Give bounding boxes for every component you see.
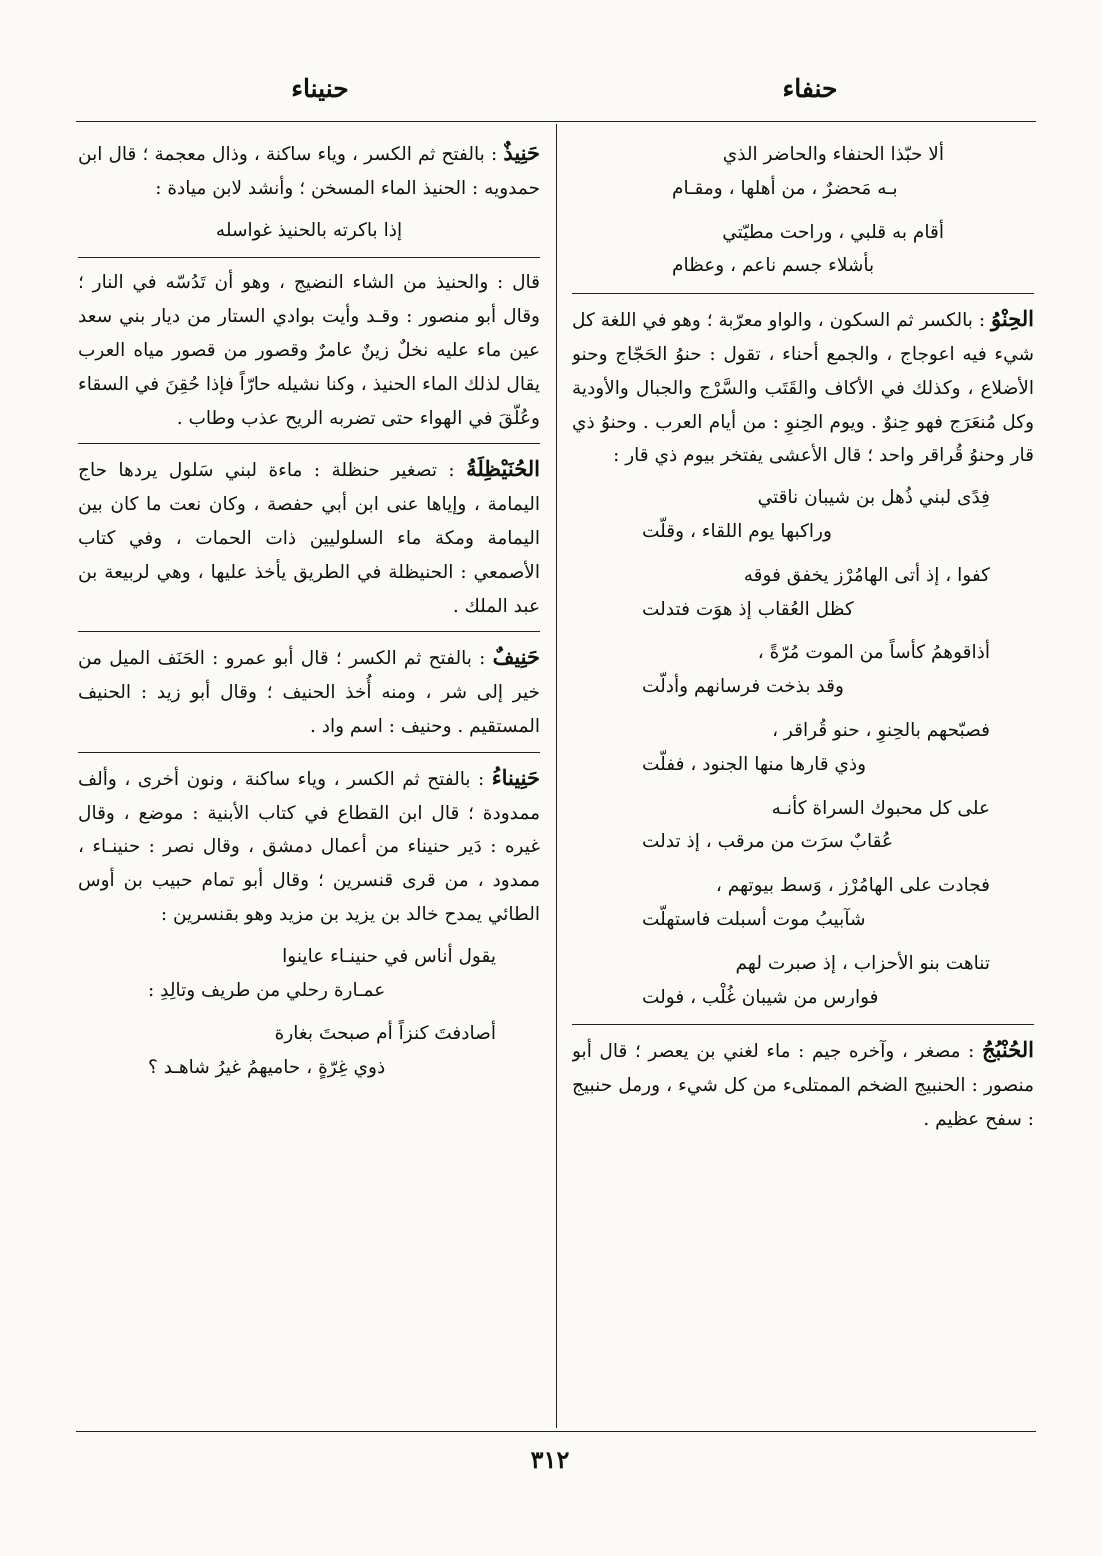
headword: الحُنَيْظِلَةُ (466, 456, 540, 482)
entry-separator (572, 1024, 1034, 1025)
entry-separator (78, 631, 540, 632)
verse (572, 138, 1034, 206)
verse-line: كظل العُقاب إذ هوَت فتدلت (642, 598, 854, 620)
verse-line: فوارس من شيبان غُلْب ، فولت (642, 986, 879, 1008)
entry-hinw (572, 302, 1034, 473)
verse (572, 216, 1034, 284)
verse-line: بـه مَحضرٌ ، من أهلها ، ومقـام (672, 177, 898, 199)
entry-text: : مصغر ، وآخره جيم : ماء لغني بن يعصر ؛ قال أبو منصور : الحنبيج الضخم الممتلىء من كل شيء ، ورمل حنبيج : سفح عظيم . (572, 1041, 1034, 1130)
entry-separator (78, 752, 540, 753)
verse (78, 940, 540, 1008)
headword: حَنِيذٌ (503, 140, 540, 165)
headword: حَنِيناءُ (491, 764, 540, 790)
verse-line: أذاقوهمُ كأساً من الموت مُرّةً ، (757, 642, 990, 664)
verse (572, 714, 1034, 782)
verse-line: فجادت على الهامُرْز ، وَسط بيوتهم ، (715, 875, 990, 897)
verse-line: وراكبها يوم اللقاء ، وقلّت (642, 520, 832, 542)
entry-hunbuj (572, 1033, 1034, 1136)
verse-line: وذي قارها منها الجنود ، ففلّت (642, 753, 867, 775)
verse-line: شآبيبُ موت أسبلت فاستهلّت (642, 908, 866, 930)
verse (572, 481, 1034, 549)
verse-line: على كل محبوك السراة كأنـه (771, 797, 990, 819)
entry-hunayzila (78, 452, 540, 623)
verse-line: فِدًى لبني ذُهل بن شيبان ناقتي (757, 487, 990, 509)
verse-line: كفوا ، إذ أتى الهامُرْز يخفق فوقه (743, 564, 990, 586)
left-column (78, 136, 540, 1421)
verse-line: عمـارة رحلي من طريف وتالِدِ : (148, 979, 386, 1001)
entry-separator (78, 257, 540, 258)
page-number: ٣١٢ (530, 1445, 570, 1474)
column-divider (556, 124, 557, 1428)
verse (78, 1017, 540, 1085)
entry-haninaa (78, 761, 540, 932)
entry-hanif (78, 640, 540, 743)
right-column (572, 136, 1034, 1421)
entry-text: : بالفتح ثم الكسر ، وياء ساكنة ، ونون أخرى ، وألف ممدودة ؛ قال ابن القطاع في كتاب الأبنية : موضع ، وقال غيره : دَير حنيناء من أعمال دمشق ، وقال نصر : حنينـاء ، ممدود ، من قرى قنسرين ؛ وقال أبو تمام حبيب بن أوس الطائي يمدح خالد بن يزيد بن مزيد وهو بقنسرين : (78, 768, 540, 925)
headword: الحِنْوُ (991, 306, 1034, 332)
verse (572, 636, 1034, 704)
running-header-left: حنيناء (291, 74, 349, 103)
entry-text: : بالفتح ثم الكسر ، وياء ساكنة ، وذال معجمة ؛ قال ابن حمدويه : الحنيذ الماء المسخن ؛ وأنشد لابن ميادة : (78, 144, 540, 199)
header-rule (76, 121, 1036, 122)
footer-rule (76, 1431, 1036, 1432)
verse-line: بأشلاء جسم ناعم ، وعظام (672, 255, 875, 277)
verse (572, 559, 1034, 627)
entry-text: قال : والحنيذ من الشاء النضيج ، وهو أن تَدُسّه في النار ؛ وقال أبو منصور : وقـد وأيت بوادي الستار من ديار بني سعد عين ماء عليه نخلٌ زينٌ عامرٌ وقصور من قصور مياه العرب يقال لذلك الماء الحنيذ ، وكنا نشيله حارّاً فإذا حُقِنَ في السقاء وعُلّقَ في الهواء حتى تضربه الريح عذب وطاب . (78, 272, 540, 429)
verse (572, 792, 1034, 860)
verse-line: ألا حبّذا الحنفاء والحاضر الذي (722, 144, 944, 165)
verse (572, 947, 1034, 1015)
verse-line: عُقابٌ سرَت من مرقب ، إذ تدلت (642, 831, 893, 853)
running-header-right: حنفاء (782, 74, 838, 103)
entry-text: : بالفتح ثم الكسر ؛ قال أبو عمرو : الحَنَف الميل من خير إلى شر ، ومنه أُخذ الحنيف ؛ وقال أبو زيد : الحنيف المستقيم . وحنيف : اسم واد . (78, 648, 540, 737)
entry-text: : تصغير حنظلة : ماءة لبني سَلول يردها حاج اليمامة ، وإياها عنى ابن أبي حفصة ، وكان نعت ما كان بين اليمامة ومكة ماء السلوليين ذات الحمات ، وفي كتاب الأصمعي : الحنيظلة في الطريق يأخذ عليها ، وهي لربيعة بن عبد الملك . (78, 460, 540, 617)
verse-line: إذا باكرته بالحنيذ غواسله (215, 219, 403, 241)
entry-separator (572, 293, 1034, 294)
verse-line: أقام به قلبي ، وراحت مطيّتي (722, 221, 944, 243)
verse-line: أصادفتَ كنزاً أم صبحتَ بغارة (274, 1023, 496, 1045)
verse (572, 869, 1034, 937)
verse-line: ذوي غِرّةٍ ، حاميهمُ غيرُ شاهـد ؟ (148, 1057, 386, 1079)
verse-line: يقول أناس في حنينـاء عاينوا (282, 945, 496, 967)
headword: الحُنْبُجُ (981, 1037, 1034, 1063)
headword: حَنِيفٌ (492, 644, 540, 670)
entry-separator (78, 443, 540, 444)
entry-hanidh (78, 136, 540, 206)
entry-text: : بالكسر ثم السكون ، والواو معرّبة ؛ وهو في اللغة كل شيء فيه اعوجاج ، والجمع أحناء ، تقول : حنوُ الحَجّاج وحنو الأضلاع ، وكذلك في الأكاف والقَتَب والسَّرْج والجبال والأودية وكل مُنعَرَج فهو حِنوٌ . ويوم الحِنوِ : من أيام العرب . وحنوُ ذي قار وحنوُ قُراقر واحد ؛ قال الأعشى يفتخر بيوم ذي قار : (572, 310, 1034, 467)
verse-line: وقد بذخت فرسانهم وأدلّت (642, 676, 844, 698)
verse-line: فصبّحهم بالحِنوِ ، حنو قُراقر ، (772, 719, 990, 741)
verse-line: تناهت بنو الأحزاب ، إذ صبرت لهم (735, 952, 990, 974)
